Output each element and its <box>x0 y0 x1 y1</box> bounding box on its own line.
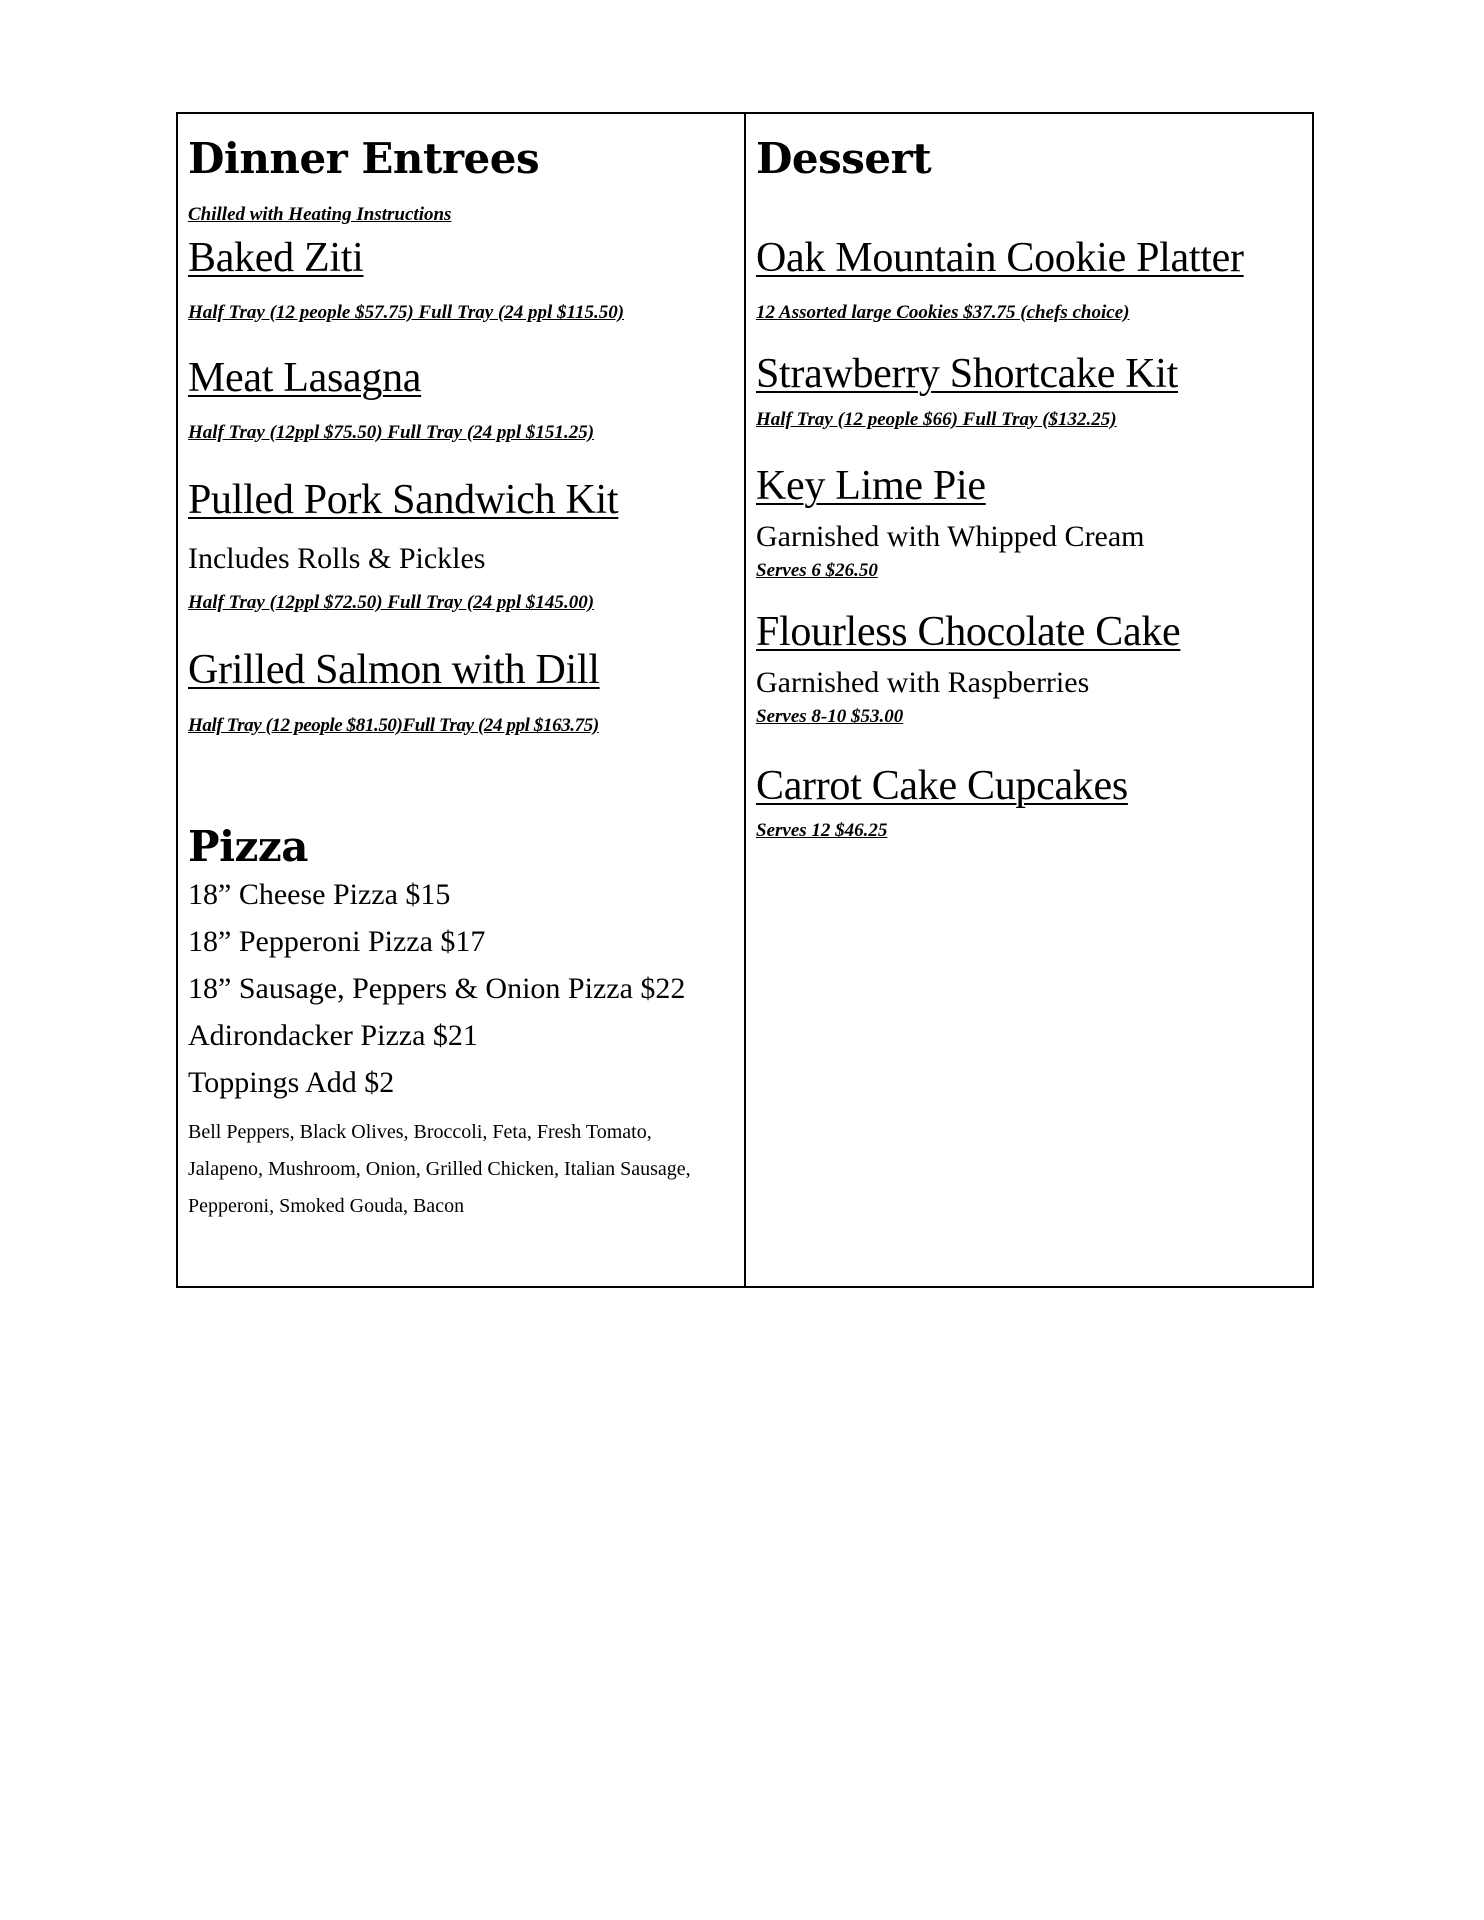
item-name-meat-lasagna: Meat Lasagna <box>188 355 422 401</box>
item-name-strawberry-shortcake: Strawberry Shortcake Kit <box>756 351 1179 397</box>
item-name-grilled-salmon: Grilled Salmon with Dill <box>188 647 600 693</box>
item-desc-chocolate-cake: Garnished with Raspberries <box>756 666 1090 699</box>
menu-table <box>176 112 1314 1288</box>
pizza-item: Toppings Add $2 <box>188 1066 395 1099</box>
entrees-heading: Dinner Entrees <box>188 134 540 183</box>
pizza-item: 18” Pepperoni Pizza $17 <box>188 925 486 958</box>
item-name-cookie-platter: Oak Mountain Cookie Platter <box>756 235 1244 281</box>
pizza-item: 18” Cheese Pizza $15 <box>188 878 451 911</box>
entrees-column <box>178 114 746 1286</box>
item-price-pulled-pork: Half Tray (12ppl $72.50) Full Tray (24 ppl $145.00) <box>188 592 595 613</box>
item-price-grilled-salmon: Half Tray (12 people $81.50)Full Tray (24 ppl $163.75) <box>188 715 599 736</box>
entrees-subtitle: Chilled with Heating Instructions <box>188 204 452 225</box>
dessert-column <box>746 114 1312 1286</box>
item-name-baked-ziti: Baked Ziti <box>188 235 364 281</box>
item-price-baked-ziti: Half Tray (12 people $57.75) Full Tray (24 ppl $115.50) <box>188 302 625 323</box>
item-price-key-lime-pie: Serves 6 $26.50 <box>756 560 878 581</box>
item-price-cookie-platter: 12 Assorted large Cookies $37.75 (chefs choice) <box>756 302 1130 323</box>
item-price-chocolate-cake: Serves 8-10 $53.00 <box>756 706 904 727</box>
item-name-chocolate-cake: Flourless Chocolate Cake <box>756 609 1181 655</box>
item-price-meat-lasagna: Half Tray (12ppl $75.50) Full Tray (24 ppl $151.25) <box>188 422 595 443</box>
item-name-key-lime-pie: Key Lime Pie <box>756 463 986 509</box>
item-price-strawberry-shortcake: Half Tray (12 people $66) Full Tray ($132.25) <box>756 409 1117 430</box>
pizza-item: 18” Sausage, Peppers & Onion Pizza $22 <box>188 972 686 1005</box>
dessert-heading: Dessert <box>756 134 932 183</box>
item-price-carrot-cupcakes: Serves 12 $46.25 <box>756 820 888 841</box>
toppings-list: Bell Peppers, Black Olives, Broccoli, Feta, Fresh Tomato, Jalapeno, Mushroom, Onion, Grilled Chicken, Italian Sausage, Pepperoni, Smoked Gouda, Bacon <box>188 1121 691 1217</box>
item-desc-pulled-pork: Includes Rolls & Pickles <box>188 542 486 575</box>
pizza-heading: Pizza <box>188 822 308 871</box>
item-desc-key-lime-pie: Garnished with Whipped Cream <box>756 520 1145 553</box>
item-name-pulled-pork: Pulled Pork Sandwich Kit <box>188 477 619 523</box>
item-name-carrot-cupcakes: Carrot Cake Cupcakes <box>756 763 1128 809</box>
pizza-item: Adirondacker Pizza $21 <box>188 1019 478 1052</box>
